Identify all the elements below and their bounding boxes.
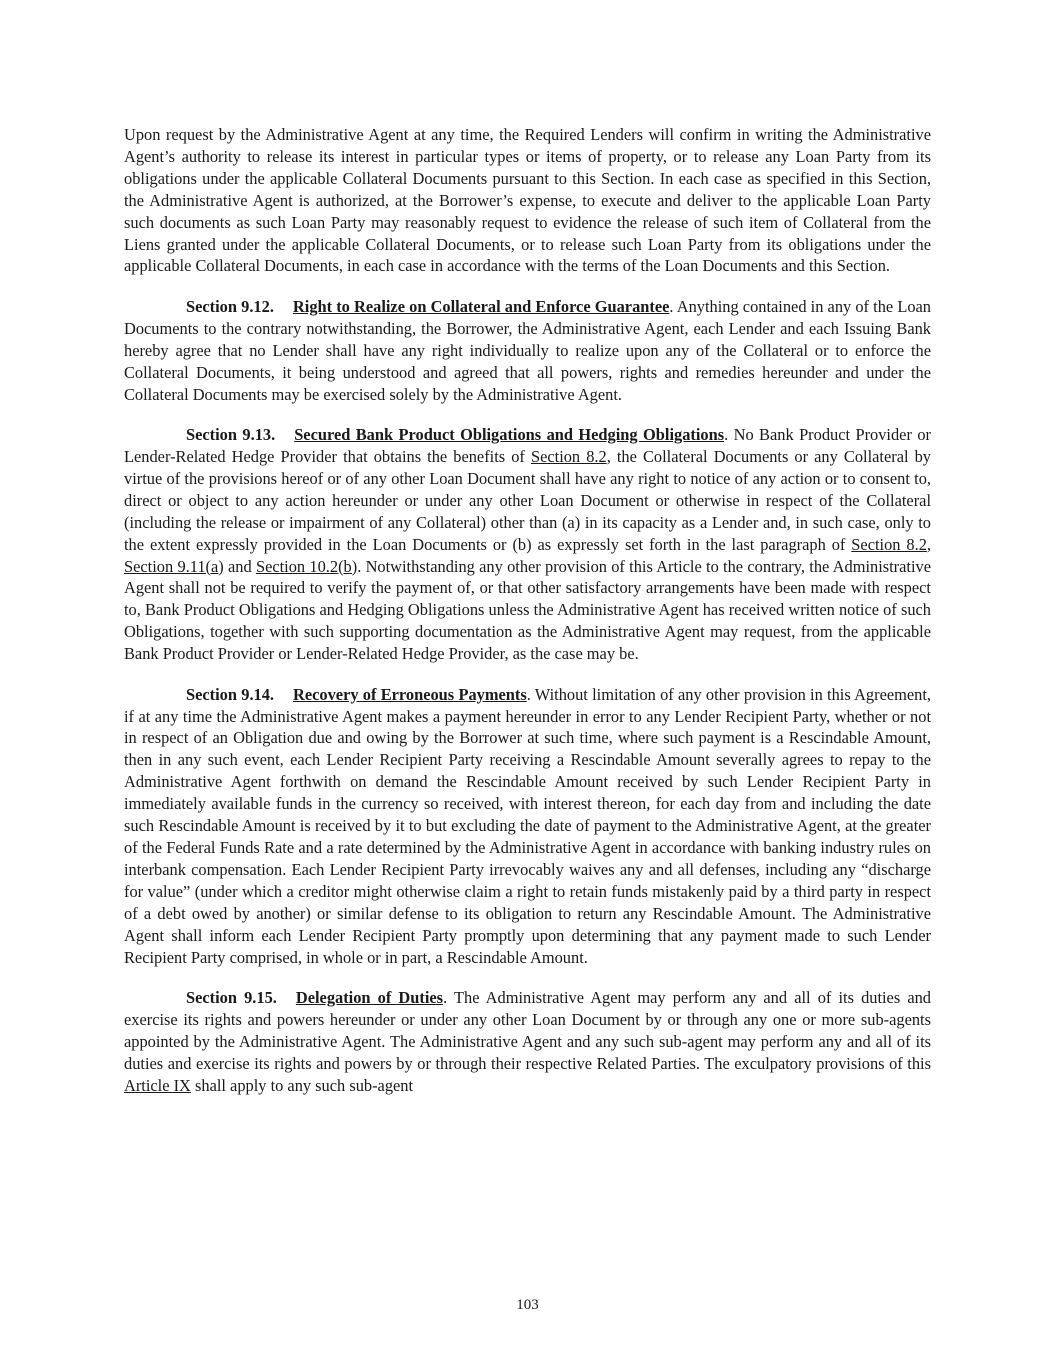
section-9-13-text-a: . No Bank Product Provider or Lender-Related Hedge Provider that obtains the benefits of — [124, 425, 931, 466]
cross-reference-article-ix: Article IX — [124, 1075, 191, 1095]
cross-reference-section-10-2-b: Section 10.2(b) — [255, 556, 358, 576]
section-9-12-text: . Anything contained in any of the Loan Documents to the contrary notwithstanding, the Borrower, the Administrative Agent, each Lender and each Issuing Bank hereby agree that no Lender shall have any right individually to realize upon any of the Collateral or to enforce the Collateral Documents, it being understood and agreed that all powers, rights and remedies hereunder and under the Collateral Documents may be exercised solely by the Administrative Agent. — [124, 296, 931, 404]
section-9-13-title: Secured Bank Product Obligations and Hedging Obligations — [294, 425, 725, 445]
document-page-body — [124, 124, 931, 1115]
section-9-13-text-c: , — [926, 534, 931, 554]
section-9-15-number: Section 9.15. — [186, 988, 277, 1007]
section-9-12-paragraph — [124, 296, 931, 406]
section-9-13-number: Section 9.13. — [186, 425, 276, 445]
section-9-15-text-b: shall apply to any such sub-agent — [190, 1075, 414, 1095]
section-9-15-text-a: . The Administrative Agent may perform any and all of its duties and exercise its rights and powers hereunder or under any other Loan Document by or through any one or more sub-agents appointed by the Administrative Agent. The Administrative Agent and any such sub-agent may perform any and all of its duties and exercise its rights and powers by or through their respective Related Parties. The exculpatory provisions of this — [124, 988, 931, 1073]
page-number: 103 — [516, 1297, 539, 1313]
section-9-14-number: Section 9.14. — [186, 684, 275, 704]
section-9-13-paragraph — [124, 424, 931, 665]
cross-reference-section-8-2-second: Section 8.2 — [851, 534, 927, 554]
section-9-13-text-e: . Notwithstanding any other provision of this Article to the contrary, the Administrative Agent shall not be required to verify the payment of, or that other satisfactory arrangements have been made with respect to, Bank Product Obligations and Hedging Obligations unless the Administrative Agent has received written notice of such Obligations, together with such supporting documentation as the Administrative Agent may request, from the applicable Bank Product Provider or Lender-Related Hedge Provider, as the case may be. — [124, 556, 931, 664]
intro-paragraph: Upon request by the Administrative Agent at any time, the Required Lenders will confirm in writing the Administrative Agent’s authority to release its interest in particular types or items of property, or to release any Loan Party from its obligations under the applicable Collateral Documents pursuant to this Section. In each case as specified in this Section, the Administrative Agent is authorized, at the Borrower’s expense, to execute and deliver to the applicable Loan Party such documents as such Loan Party may reasonably request to evidence the release of such item of Collateral from the Liens granted under the applicable Collateral Documents, or to release such Loan Party from its obligations under the applicable Collateral Documents, in each case in accordance with the terms of the Loan Documents and this Section. — [124, 125, 931, 276]
section-9-12-number: Section 9.12. — [186, 296, 274, 316]
section-9-15-paragraph — [124, 987, 931, 1097]
section-9-14-text: . Without limitation of any other provision in this Agreement, if at any time the Administrative Agent makes a payment hereunder in error to any Lender Recipient Party, whether or not in respect of an Obligation due and owing by the Borrower at such time, where such payment is a Rescindable Amount, then in any such event, each Lender Recipient Party receiving a Rescindable Amount severally agrees to repay to the Administrative Agent forthwith on demand the Rescindable Amount received by such Lender Recipient Party in immediately available funds in the currency so received, with interest thereon, for each day from and including the date such Rescindable Amount is received by it to but excluding the date of payment to the Administrative Agent, at the greater of the Federal Funds Rate and a rate determined by the Administrative Agent in accordance with banking industry rules on interbank compensation. Each Lender Recipient Party irrevocably waives any and all defenses, including any “discharge for value” (under which a creditor might otherwise claim a right to retain funds mistakenly paid by a third party in respect of a debt owed by another) or similar defense to its obligation to return any Rescindable Amount. The Administrative Agent shall inform each Lender Recipient Party promptly upon determining that any payment made to such Lender Recipient Party comprised, in whole or in part, a Rescindable Amount. — [124, 684, 931, 967]
section-9-14-paragraph — [124, 684, 931, 969]
section-9-13-text-b: , the Collateral Documents or any Collateral by virtue of the provisions hereof or of any other Loan Document shall have any right to notice of any action or to consent to, direct or object to any action hereunder or under any other Loan Document or otherwise in respect of the Collateral (including the release or impairment of any Collateral) other than (a) in its capacity as a Lender and, in such case, only to the extent expressly provided in the Loan Documents or (b) as expressly set forth in the last paragraph of — [124, 446, 932, 554]
section-9-15-title: Delegation of Duties — [295, 988, 444, 1007]
section-9-13-text-d: and — [223, 556, 256, 576]
cross-reference-section-8-2: Section 8.2 — [530, 446, 607, 466]
section-9-12-title: Right to Realize on Collateral and Enforce Guarantee — [292, 296, 670, 316]
section-9-14-title: Recovery of Erroneous Payments — [293, 684, 527, 704]
cross-reference-section-9-11-a: Section 9.11(a) — [124, 556, 224, 576]
